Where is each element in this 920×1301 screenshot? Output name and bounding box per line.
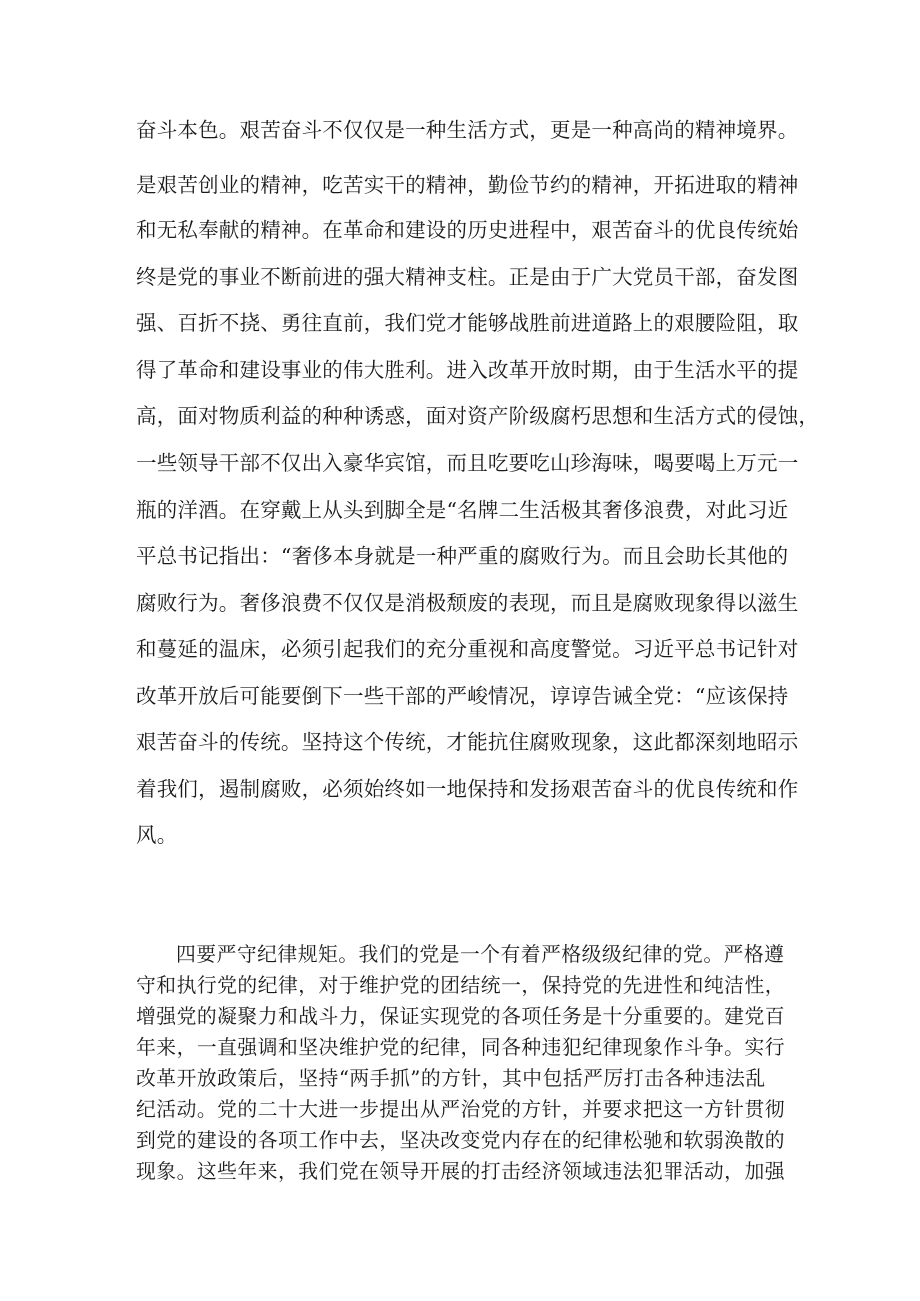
- paragraph-line: 强、百折不挠、勇往直前，我们党才能够战胜前进道路上的艰腰险阻，取: [136, 311, 799, 335]
- paragraph-line: 守和执行党的纪律，对于维护党的团结统一，保持党的先进性和纯洁性，: [136, 974, 786, 997]
- paragraph-line: 纪活动。党的二十大进一步提出从严治党的方针，并要求把这一方针贯彻: [136, 1098, 786, 1121]
- paragraph-line: 年来，一直强调和坚决维护党的纪律，同各种违犯纪律现象作斗争。实行: [136, 1036, 786, 1059]
- paragraph-line: 现象。这些年来，我们党在领导开展的打击经济领域违法犯罪活动，加强: [136, 1160, 786, 1183]
- paragraph-line: 腐败行为。奢侈浪费不仅仅是消极颓废的表现，而且是腐败现象得以滋生: [136, 591, 799, 615]
- paragraph-line: 得了革命和建设事业的伟大胜利。进入改革开放时期，由于生活水平的提: [136, 358, 799, 382]
- paragraph-line: 奋斗本色。艰苦奋斗不仅仅是一种生活方式，更是一种高尚的精神境界。: [136, 118, 799, 142]
- paragraph-line: 改革开放政策后，坚持“两手抓”的方针，其中包括严厉打击各种违法乱: [136, 1067, 766, 1090]
- paragraph-line: 增强党的凝聚力和战斗力，保证实现党的各项任务是十分重要的。建党百: [136, 1005, 786, 1028]
- paragraph-line: 终是党的事业不断前进的强大精神支柱。正是由于广大党员干部，奋发图: [136, 265, 799, 289]
- paragraph-line: 平总书记指出：“奢侈本身就是一种严重的腐败行为。而且会助长其他的: [136, 544, 789, 568]
- paragraph-line: 瓶的洋酒。在穿戴上从头到脚全是“名牌二生活极其奢侈浪费，对此习近: [136, 498, 789, 522]
- paragraph-line: 是艰苦创业的精神，吃苦实干的精神，勤俭节约的精神，开拓进取的精神: [136, 173, 799, 197]
- paragraph-line: 四要严守纪律规矩。我们的党是一个有着严格级级纪律的党。严格遵: [176, 943, 785, 966]
- paragraph-line: 改革开放后可能要倒下一些干部的严峻情况，谆谆告诫全党：“应该保持: [136, 684, 789, 708]
- paragraph-line: 风。: [136, 823, 178, 847]
- paragraph-line: 和蔓延的温床，必须引起我们的充分重视和高度警觉。习近平总书记针对: [136, 637, 799, 661]
- paragraph-line: 高，面对物质利益的种种诱惑，面对资产阶级腐朽思想和生活方式的侵蚀，: [136, 404, 820, 428]
- paragraph-line: 和无私奉献的精神。在革命和建设的历史进程中，艰苦奋斗的优良传统始: [136, 218, 799, 242]
- paragraph-line: 一些领导干部不仅出入豪华宾馆，而且吃要吃山珍海味，喝要喝上万元一: [136, 451, 799, 475]
- paragraph-line: 艰苦奋斗的传统。坚持这个传统，才能抗住腐败现象，这此都深刻地昭示: [136, 730, 799, 754]
- paragraph-line: 到党的建设的各项工作中去，坚决改变党内存在的纪律松驰和软弱涣散的: [136, 1129, 786, 1152]
- paragraph-line: 着我们，遏制腐败，必须始终如一地保持和发扬艰苦奋斗的优良传统和作: [136, 777, 799, 801]
